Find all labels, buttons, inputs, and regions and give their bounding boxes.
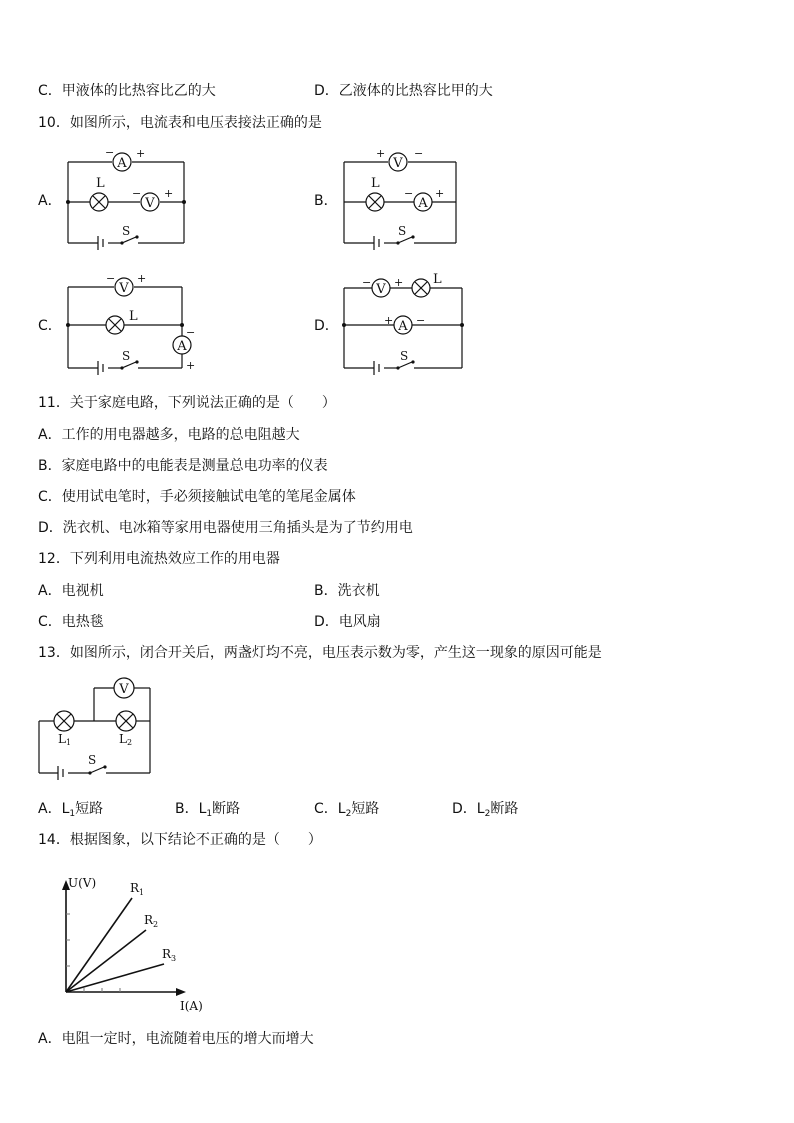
- circuit-c-voltmeter-minus: −: [106, 272, 116, 285]
- q10-stem: 10．如图所示，电流表和电压表接法正确的是: [38, 115, 322, 131]
- circuit-b-lamp-label: L: [371, 176, 380, 191]
- q11-option-b: B．家庭电路中的电能表是测量总电功率的仪表: [38, 458, 328, 474]
- circuit-a-voltmeter-plus: +: [164, 187, 174, 200]
- q13-stem: 13．如图所示，闭合开关后，两盏灯均不亮，电压表示数为零，产生这一现象的原因可能是: [38, 645, 602, 661]
- circuit-c-lamp-label: L: [129, 309, 138, 324]
- circuit-d-diagram: [336, 272, 476, 377]
- circuit-c-switch-label: S: [122, 349, 131, 363]
- q12-option-c: C．电热毯: [38, 614, 104, 630]
- circuit-d-switch-label: S: [400, 349, 409, 363]
- series-line-r1: [66, 898, 132, 992]
- circuit-d-ammeter-plus: +: [384, 314, 394, 327]
- circuit-b-voltmeter-label: V: [393, 156, 403, 171]
- series-label-r2: $R_2$: [144, 913, 159, 929]
- series-label-r1: $R_1$: [130, 881, 145, 897]
- circuit-a-ammeter-minus: −: [105, 146, 115, 159]
- circuit-a-ammeter-plus: +: [136, 147, 146, 160]
- q10-label-d: D．: [314, 318, 339, 334]
- q10-label-b: B．: [314, 193, 338, 209]
- q13-switch-label: S: [88, 753, 97, 767]
- q11-stem: 11．关于家庭电路，下列说法正确的是（ ）: [38, 395, 336, 411]
- q11-option-a: A．工作的用电器越多，电路的总电阻越大: [38, 427, 300, 443]
- q10-label-c: C．: [38, 318, 62, 334]
- series-label-r3: $R_3$: [162, 947, 177, 963]
- x-axis-arrow-icon: [176, 988, 186, 996]
- circuit-d-ammeter-minus: −: [416, 314, 426, 327]
- circuit-d-voltmeter-label: V: [376, 282, 386, 297]
- circuit-c-ammeter-label: A: [177, 339, 187, 354]
- circuit-b-switch-label: S: [398, 224, 407, 238]
- q12-stem: 12．下列利用电流热效应工作的用电器: [38, 551, 280, 567]
- circuit-c-ammeter-minus: −: [186, 326, 196, 339]
- circuit-a-ammeter-label: A: [117, 156, 127, 171]
- q12-option-b: B．洗衣机: [314, 583, 380, 599]
- q9-option-d: D．乙液体的比热容比甲的大: [314, 83, 493, 99]
- q13-lamp1-label: L: [58, 732, 66, 746]
- q12-option-a: A．电视机: [38, 583, 104, 599]
- circuit-b-voltmeter-plus: +: [376, 147, 386, 160]
- q10-label-a: A．: [38, 193, 62, 209]
- q13-lamp2-label: L: [119, 732, 127, 746]
- circuit-a-voltmeter-minus: −: [132, 187, 142, 200]
- q13-option-d: D．$L_2$断路: [452, 801, 519, 819]
- circuit-d-lamp-label: L: [433, 272, 442, 287]
- circuit-a-diagram: [60, 145, 200, 250]
- circuit-b-voltmeter-minus: −: [414, 147, 424, 160]
- circuit-d-ammeter-label: A: [398, 319, 408, 334]
- series-line-r2: [66, 930, 146, 992]
- circuit-a-switch-label: S: [122, 224, 131, 238]
- q13-option-b: B．$L_1$断路: [175, 801, 241, 819]
- circuit-b-diagram: [336, 145, 476, 250]
- q13-voltmeter-label: V: [119, 682, 129, 697]
- q13-circuit-diagram: [36, 676, 158, 778]
- q14-stem: 14．根据图象，以下结论不正确的是（ ）: [38, 832, 322, 848]
- circuit-b-ammeter-label: A: [418, 196, 428, 211]
- q12-option-d: D．电风扇: [314, 614, 381, 630]
- q13-option-a: A．$L_1$短路: [38, 801, 104, 819]
- circuit-c-voltmeter-label: V: [119, 281, 129, 296]
- series-line-r3: [66, 964, 164, 992]
- q14-option-a: A．电阻一定时，电流随着电压的增大而增大: [38, 1031, 314, 1047]
- circuit-a-voltmeter-label: V: [145, 196, 155, 211]
- q13-lamp1-sub: 1: [66, 738, 72, 747]
- circuit-c-ammeter-plus: +: [186, 359, 196, 372]
- circuit-c-diagram: [60, 272, 210, 377]
- q11-option-c: C．使用试电笔时，手必须接触试电笔的笔尾金属体: [38, 489, 356, 505]
- circuit-a-lamp-label: L: [96, 176, 105, 191]
- q13-lamp2-sub: 2: [127, 738, 133, 747]
- circuit-c-voltmeter-plus: +: [137, 272, 147, 285]
- chart-y-label: U(V): [68, 876, 97, 890]
- q14-ui-chart: [50, 870, 220, 1018]
- circuit-b-ammeter-minus: −: [404, 187, 414, 200]
- q11-option-d: D．洗衣机、电冰箱等家用电器使用三角插头是为了节约用电: [38, 520, 413, 536]
- chart-x-label: I(A): [180, 999, 203, 1013]
- q9-option-c: C．甲液体的比热容比乙的大: [38, 83, 216, 99]
- circuit-d-voltmeter-minus: −: [362, 276, 372, 289]
- circuit-d-voltmeter-plus: +: [394, 276, 404, 289]
- circuit-b-ammeter-plus: +: [435, 187, 445, 200]
- q13-option-c: C．$L_2$短路: [314, 801, 380, 819]
